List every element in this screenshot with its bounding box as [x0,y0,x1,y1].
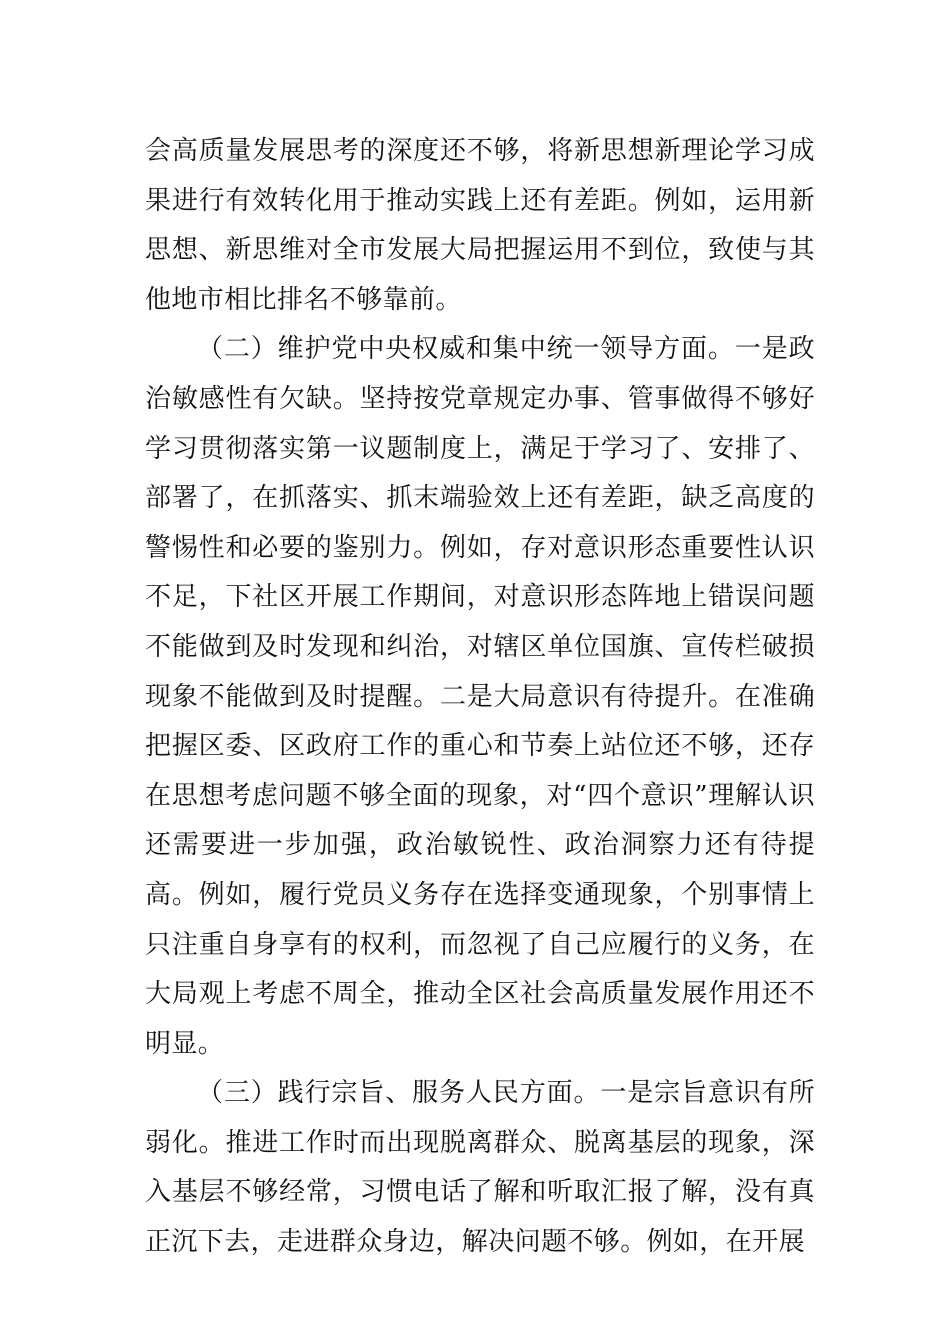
document-body [145,127,815,1268]
paragraph-continuation: 会高质量发展思考的深度还不够，将新思想新理论学习成果进行有效转化用于推动实践上还有差距。例如，运用新思想、新思维对全市发展大局把握运用不到位，致使与其他地市相比排名不够靠前。 [145,136,815,315]
paragraph-section-three: （三）践行宗旨、服务人民方面。一是宗旨意识有所弱化。推进工作时而出现脱离群众、脱离基层的现象，深入基层不够经常，习惯电话了解和听取汇报了解，没有真正沉下去，走进群众身边，解决问题不够。例如，在开展 [145,1078,815,1258]
paragraph-section-two: （二）维护党中央权威和集中统一领导方面。一是政治敏感性有欠缺。坚持按党章规定办事、管事做得不够好学习贯彻落实第一议题制度上，满足于学习了、安排了、部署了，在抓落实、抓末端验效上还有差距，缺乏高度的警惕性和必要的鉴别力。例如，存对意识形态重要性认识不足，下社区开展工作期间，对意识形态阵地上错误问题不能做到及时发现和纠治，对辖区单位国旗、宣传栏破损现象不能做到及时提醒。二是大局意识有待提升。在准确把握区委、区政府工作的重心和节奏上站位还不够，还存在思想考虑问题不够全面的现象，对“四个意识”理解认识还需要进一步加强，政治敏锐性、政治洞察力还有待提高。例如，履行党员义务存在选择变通现象，个别事情上只注重自身享有的权利，而忽视了自己应履行的义务，在大局观上考虑不周全，推动全区社会高质量发展作用还不明显。 [145,334,815,1059]
